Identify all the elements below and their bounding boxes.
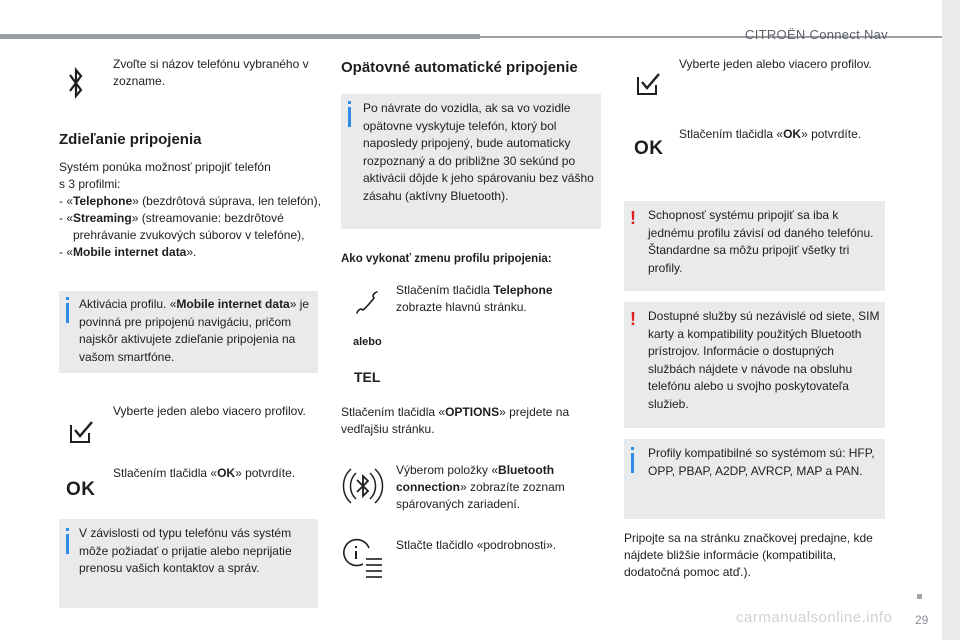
info-mobile-data-text: Aktivácia profilu. «Mobile internet data» je povinná pre pripojenú navigáciu, pričom najskôr aktivujete zdieľanie pripojenia na vašom smartfóne. xyxy=(79,297,310,364)
profile-item: - «Telephone» (bezdrôtová súprava, len telefón), xyxy=(59,194,321,208)
telephone-text: Stlačením tlačidla Telephone zobrazte hlavnú stránku. xyxy=(396,283,553,314)
info-reconnect-text: Po návrate do vozidla, ak sa vo vozidle opätovne vyskytuje telefón, ktorý bol naposledy pripojený, bude automaticky rozpoznaný a do približne 30 sekúnd po aktivácii dôjde k jeho spárovaniu bez vášho zásahu (aktívny Bluetooth). xyxy=(363,101,594,203)
info-box-reconnect xyxy=(341,94,601,229)
bluetooth-connection-text: Výberom položky «Bluetooth connection» zobrazíte zoznam spárovaných zariadení. xyxy=(396,463,565,511)
confirm-ok-text: Stlačením tlačidla «OK» potvrdíte. xyxy=(679,127,862,141)
ok-icon: OK xyxy=(66,479,96,500)
warning-profile-text: Schopnosť systému pripojiť sa iba k jednému profilu závisí od daného telefónu. Štandardne sa môžu pripojiť všetky tri profily. xyxy=(648,208,874,275)
info-box-mobile-data xyxy=(59,291,318,373)
header-rule xyxy=(0,34,480,39)
select-profiles-text: Vyberte jeden alebo viacero profilov. xyxy=(113,404,306,418)
details-list-icon xyxy=(342,537,384,581)
select-phone-text: Zvoľte si názov telefónu vybraného v zozname. xyxy=(113,57,309,88)
phone-handset-icon xyxy=(354,290,380,316)
continuation-marker xyxy=(917,594,922,599)
info-compatible-text: Profily kompatibilné so systémom sú: HFP, OPP, PBAP, A2DP, AVRCP, MAP a PAN. xyxy=(648,446,875,478)
info-icon xyxy=(66,297,69,300)
info-icon-bar xyxy=(631,453,634,473)
select-profiles-text: Vyberte jeden alebo viacero profilov. xyxy=(679,57,872,71)
watermark: carmanualsonline.info xyxy=(736,609,893,626)
warning-box-services xyxy=(624,302,885,428)
sharing-intro: Systém ponúka možnosť pripojiť telefón s 3 profilmi: xyxy=(59,160,271,191)
warning-icon: ! xyxy=(630,309,636,329)
footer-instruction: Pripojte sa na stránku značkovej predajne, kde nájdete bližšie informácie (kompatibilita, dodatočná pomoc atď.). xyxy=(624,531,873,579)
warning-services-text: Dostupné služby sú nezávislé od siete, SIM karty a kompatibility použitých Bluetooth prístrojov. Informácie o dostupných službách nájdete v návode na obsluhu telefónu alebo u svojho poskytovateľa služieb. xyxy=(648,309,880,411)
warning-icon: ! xyxy=(630,208,636,228)
tel-icon: TEL xyxy=(354,369,381,385)
info-icon-bar xyxy=(66,303,69,323)
profile-list xyxy=(59,193,321,261)
details-text: Stlačte tlačidlo «podrobnosti». xyxy=(396,538,557,552)
running-head: CITROËN Connect Nav xyxy=(745,27,888,42)
info-icon-bar xyxy=(348,107,351,127)
info-icon-bar xyxy=(66,534,69,554)
options-text: Stlačením tlačidla «OPTIONS» prejdete na vedľajšiu stránku. xyxy=(341,405,570,436)
profile-item: - «Streaming» (streamovanie: bezdrôtové prehrávanie zvukových súborov v telefóne), xyxy=(59,211,305,242)
checkbox-icon xyxy=(637,73,661,95)
alebo-label: alebo xyxy=(353,336,382,348)
info-icon xyxy=(348,101,351,104)
right-edge-band xyxy=(942,0,960,640)
info-contacts-text: V závislosti od typu telefónu vás systém môže požiadať o prijatie alebo neprijatie prenosu vašich kontaktov a správ. xyxy=(79,526,292,575)
info-box-contacts xyxy=(59,519,318,608)
ok-icon: OK xyxy=(634,138,664,159)
bluetooth-connection-icon xyxy=(342,465,384,507)
warning-box-profile xyxy=(624,201,885,291)
info-icon xyxy=(66,528,69,531)
page-number: 29 xyxy=(915,613,929,627)
confirm-ok-text: Stlačením tlačidla «OK» potvrdíte. xyxy=(113,466,296,480)
section-heading-sharing: Zdieľanie pripojenia xyxy=(59,131,202,148)
info-icon xyxy=(631,447,634,450)
checkbox-icon xyxy=(70,421,94,443)
section-heading-reconnect: Opätovné automatické pripojenie xyxy=(341,59,578,76)
info-box-compatible xyxy=(624,439,885,519)
bluetooth-icon xyxy=(68,66,84,100)
change-profile-heading: Ako vykonať zmenu profilu pripojenia: xyxy=(341,253,552,265)
profile-item: - «Mobile internet data». xyxy=(59,245,197,259)
